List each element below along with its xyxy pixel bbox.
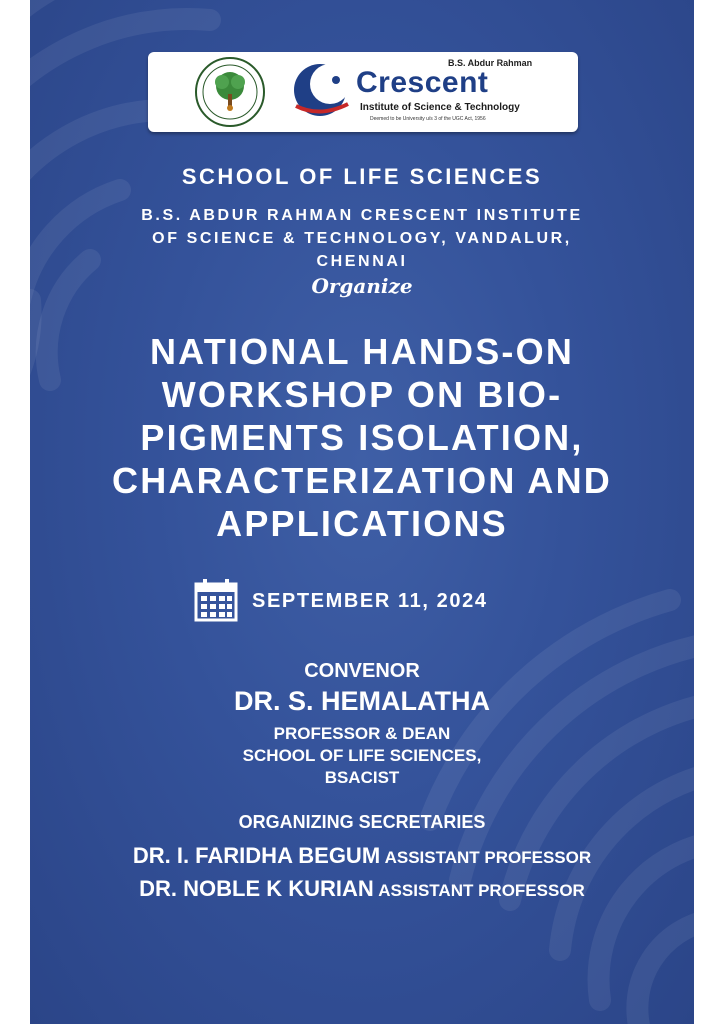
- convenor-name: DR. S. HEMALATHA: [234, 686, 490, 716]
- event-date: SEPTEMBER 11, 2024: [252, 590, 488, 612]
- title-line: APPLICATIONS: [216, 503, 508, 544]
- institute-line: CHENNAI: [316, 253, 408, 270]
- crescent-prefix: B.S. Abdur Rahman: [448, 58, 533, 68]
- school-of-life-sciences-emblem: [194, 56, 266, 128]
- workshop-title: [30, 330, 694, 545]
- crescent-small-print: Deemed to be University u/s 3 of the UGC Act, 1956: [370, 116, 486, 122]
- logo-banner: [148, 52, 578, 132]
- workshop-poster: [30, 0, 694, 1024]
- title-line: CHARACTERIZATION AND: [112, 460, 612, 501]
- institute-name: [30, 204, 694, 273]
- title-line: PIGMENTS ISOLATION,: [140, 417, 584, 458]
- organize-label: Organize: [311, 274, 413, 298]
- crescent-name: Crescent: [356, 66, 489, 99]
- convenor-role-line: PROFESSOR & DEAN: [273, 724, 451, 743]
- crescent-subtitle: Institute of Science & Technology: [360, 102, 520, 113]
- convenor-role-line: SCHOOL OF LIFE SCIENCES,: [242, 746, 482, 765]
- calendar-icon: [194, 578, 238, 622]
- title-line: WORKSHOP ON BIO-: [161, 374, 563, 415]
- secretary-name: DR. NOBLE K KURIAN: [139, 876, 374, 901]
- school-name: SCHOOL OF LIFE SCIENCES: [181, 164, 543, 189]
- convenor-role: [30, 723, 694, 789]
- institute-line: B.S. ABDUR RAHMAN CRESCENT INSTITUTE: [141, 207, 583, 224]
- institute-line: OF SCIENCE & TECHNOLOGY, VANDALUR,: [152, 230, 572, 247]
- secretary-role: ASSISTANT PROFESSOR: [378, 881, 585, 900]
- convenor-label: CONVENOR: [304, 660, 420, 682]
- title-line: NATIONAL HANDS-ON: [149, 331, 575, 372]
- secretary-row: [30, 843, 694, 869]
- secretary-row: [30, 876, 694, 902]
- secretary-role: ASSISTANT PROFESSOR: [384, 848, 592, 867]
- secretary-name: DR. I. FARIDHA BEGUM: [132, 843, 381, 868]
- organizing-secretaries-label: ORGANIZING SECRETARIES: [238, 812, 486, 832]
- convenor-role-line: BSACIST: [324, 768, 400, 787]
- crescent-globe-logo: [290, 60, 354, 122]
